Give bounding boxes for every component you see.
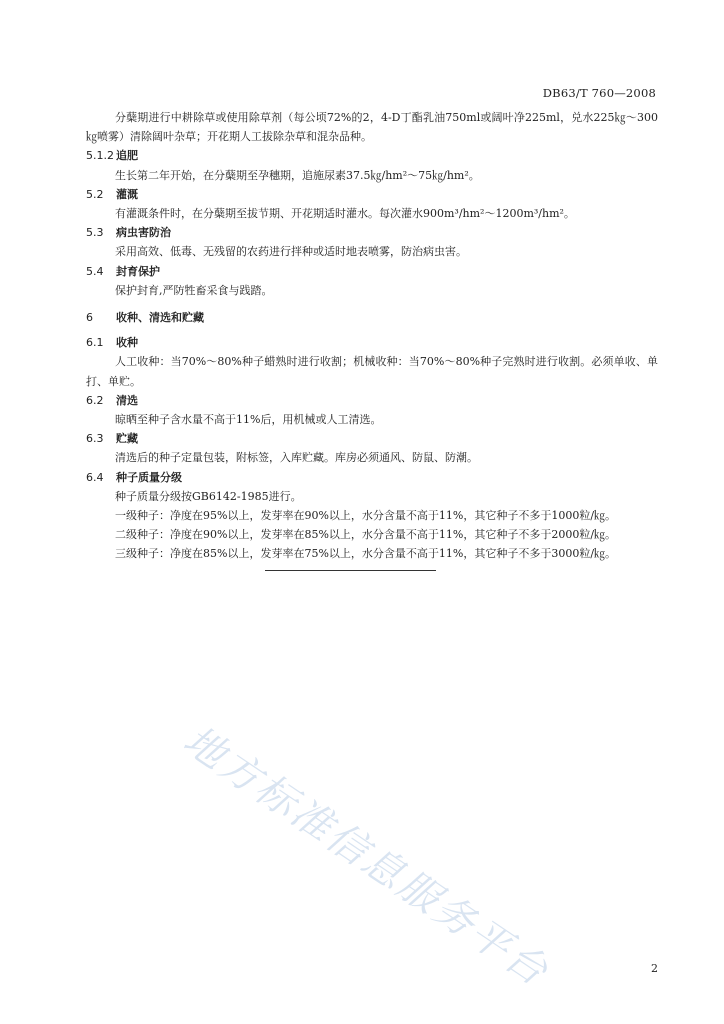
section-heading-5-2: [86, 185, 658, 204]
section-heading-5-3: [86, 223, 658, 242]
section-body: 有灌溉条件时，在分蘖期至拔节期、开花期适时灌水。每次灌水900m³/hm²～1200m³/hm²。: [115, 207, 575, 221]
grade-one-line: 一级种子：净度在95%以上，发芽率在90%以上，水分含量不高于11%，其它种子不多于1000粒/㎏。: [115, 509, 617, 523]
section-body: 晾晒至种子含水量不高于11%后，用机械或人工清选。: [115, 413, 382, 427]
chapter-heading-6: [86, 308, 658, 327]
chapter-number: 6: [86, 311, 93, 325]
document-body: [86, 108, 658, 571]
section-title: 种子质量分级: [116, 470, 182, 484]
section-body: 人工收种：当70%～80%种子蜡熟时进行收割；机械收种：当70%～80%种子完熟时进行收割。必须单收、单打、单贮。: [86, 355, 658, 388]
watermark-text: 地方标准信息服务平台: [175, 717, 558, 996]
section-body: 清选后的种子定量包装，附标签，入库贮藏。库房必须通风、防鼠、防潮。: [115, 451, 478, 465]
grade-three-line: 三级种子：净度在85%以上，发芽率在75%以上，水分含量不高于11%，其它种子不多于3000粒/㎏。: [115, 547, 617, 561]
section-number: 5.4: [86, 264, 104, 278]
section-body: 生长第二年开始，在分蘖期至孕穗期，追施尿素37.5㎏/hm²～75㎏/hm²。: [115, 168, 480, 182]
section-number: 6.1: [86, 336, 104, 350]
section-number: 5.1.2: [86, 149, 114, 163]
section-heading-6-2: [86, 391, 658, 410]
section-title: 灌溉: [116, 187, 138, 201]
section-title: 贮藏: [116, 432, 138, 446]
section-heading-6-1: [86, 333, 658, 352]
section-number: 6.4: [86, 470, 104, 484]
section-title: 收种: [116, 336, 138, 350]
chapter-title: 收种、清选和贮藏: [116, 311, 204, 325]
grade-two-line: 二级种子：净度在90%以上，发芽率在85%以上，水分含量不高于11%，其它种子不多于2000粒/㎏。: [115, 528, 617, 542]
section-body: 保护封育,严防牲畜采食与践踏。: [115, 283, 273, 297]
section-number: 5.2: [86, 187, 104, 201]
section-heading-5-4: [86, 262, 658, 281]
section-title: 病虫害防治: [116, 226, 171, 240]
section-title: 清选: [116, 393, 138, 407]
page-number: 2: [651, 962, 658, 975]
section-number: 5.3: [86, 226, 104, 240]
section-heading-6-4: [86, 468, 658, 487]
section-title: 封育保护: [116, 264, 160, 278]
section-number: 6.3: [86, 432, 104, 446]
weeding-paragraph: 分蘖期进行中耕除草或使用除草剂（每公顷72%的2，4-D丁酯乳油750ml或阔叶净225ml，兑水225㎏～300㎏喷雾）清除阔叶杂草；开花期人工拔除杂草和混杂品种。: [86, 111, 658, 144]
document-code-header: DB63/T 760—2008: [542, 86, 656, 100]
section-heading-6-3: [86, 429, 658, 448]
section-heading-5-1-2: [86, 146, 658, 165]
section-number: 6.2: [86, 393, 104, 407]
grading-standard-line: 种子质量分级按GB6142-1985进行。: [115, 489, 302, 503]
section-title: 追肥: [116, 149, 138, 163]
end-rule-divider: [265, 570, 436, 571]
section-body: 采用高效、低毒、无残留的农药进行拌种或适时地表喷雾，防治病虫害。: [115, 245, 467, 259]
